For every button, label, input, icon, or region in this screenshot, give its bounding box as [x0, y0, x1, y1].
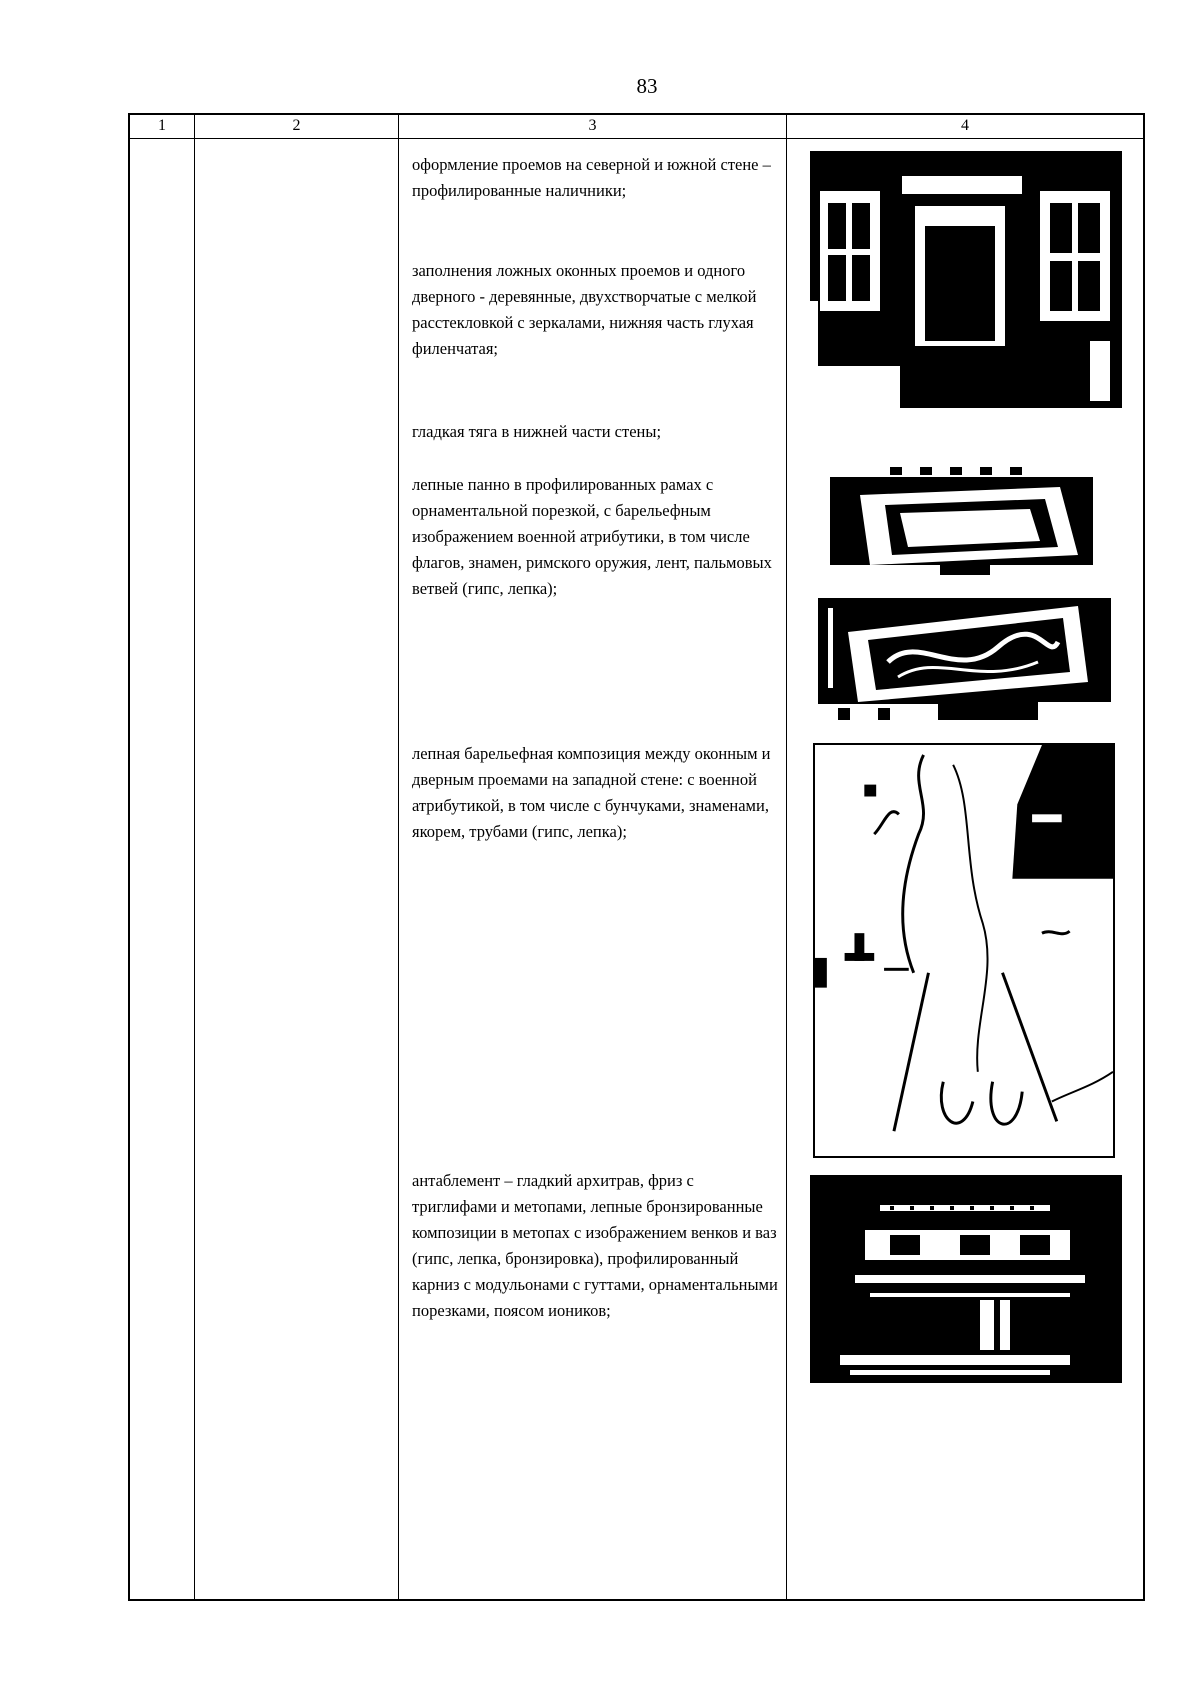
description-paragraph: лепные панно в профилированных рамах с орнаментальной порезкой, с барельефным изображением военной атрибутики, в том числе флагов, знамен, римского оружия, лент, пальмовых ветвей (гипс, лепка); [412, 475, 772, 598]
table-border-left [128, 113, 130, 1601]
entablature-photo [810, 1175, 1122, 1383]
column-header-2: 2 [292, 117, 301, 134]
stucco-panel-photo-1 [830, 465, 1093, 575]
window-door-photo [810, 151, 1122, 408]
description-paragraph: заполнения ложных оконных проемов и одного дверного - деревянные, двухстворчатые с мелкой расстекловкой с зеркалами, нижняя часть глухая филенчатая; [412, 261, 757, 358]
table-border-bottom [128, 1599, 1144, 1601]
column-header-4: 4 [961, 117, 969, 134]
stucco-panel-photo-2 [818, 592, 1111, 720]
table-border-right [1143, 113, 1145, 1601]
column-header-1: 1 [158, 117, 166, 134]
column-header-3: 3 [588, 117, 597, 134]
page-number: 83 [636, 74, 658, 98]
description-paragraph: оформление проемов на северной и южной стене – профилированные наличники; [412, 155, 771, 200]
table-col-divider-2 [398, 113, 399, 1601]
description-paragraph: гладкая тяга в нижней части стены; [412, 422, 662, 441]
table-col-divider-3 [786, 113, 787, 1601]
bas-relief-photo [813, 743, 1115, 1158]
table-header-divider [128, 138, 1144, 139]
description-paragraph: антаблемент – гладкий архитрав, фриз с триглифами и метопами, лепные бронзированные композиции в метопах с изображением венков и ваз (гипс, лепка, бронзировка), профилированный карниз с модульонами с гуттами, орнаментальными порезками, поясом иоников; [412, 1171, 778, 1320]
description-paragraph: лепная барельефная композиция между оконным и дверным проемами на западной стене: с военной атрибутикой, в том числе с бунчуками, знаменами, якорем, трубами (гипс, лепка); [412, 744, 771, 841]
table-col-divider-1 [194, 113, 195, 1601]
